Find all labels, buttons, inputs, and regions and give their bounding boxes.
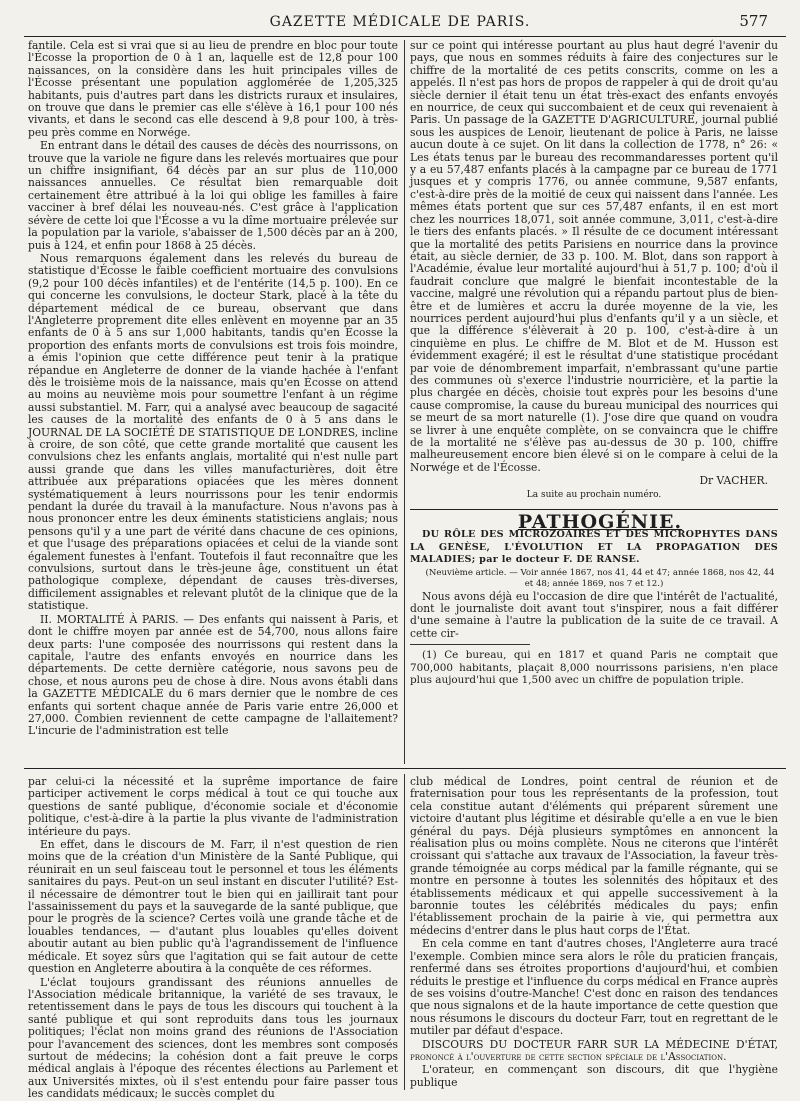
page-number: 577 [739, 12, 768, 30]
paragraph: En entrant dans le détail des causes de décès des nourrissons, on trouve que la variole ne figure dans les relevés mortuaires que pour un chiffre insignifiant, 64 décès par an sur plus de 110,000 naissances annuelles. Ce résultat bien remarquable doit certainement être attribué à la loi qui oblige les familles à faire vacciner à bref délai les nouveau-nés. C'est grâce à l'application sévère de cette loi que l'Écosse a vu la dîme mortuaire prélevée sur la population par la variole, s'abaisser de 1,500 décès par an à 200, puis à 124, et enfin pour 1868 à 25 décès. [28, 139, 398, 252]
column-divider [404, 774, 405, 1090]
section-rule [410, 509, 778, 510]
footnote: (1) Ce bureau, qui en 1817 et quand Paris ne comptait que 700,000 habitants, plaçait 8,000 nourrissons parisiens, n'en place plus aujourd'hui que 1,500 avec un chiffre de population triple. [410, 649, 778, 687]
footnote-rule [410, 644, 530, 645]
paragraph: Nous avons déjà eu l'occasion de dire que l'intérêt de l'actualité, dont le journaliste doit avant tout s'inspirer, nous a fait différer d'une semaine à l'autre la publication de la suite de ce travail. A cette cir- [410, 589, 778, 640]
author-signature: Dr VACHER. [699, 474, 768, 488]
paragraph: En cela comme en tant d'autres choses, l'Angleterre aura tracé l'exemple. Combien mince sera alors le rôle du praticien français, renfermé dans ses étroites proportions d'aujourd'hui, et combien réduits le prestige et l'influence du corps médical en France auprès de ses voisins d'outre-Manche! C'est donc en raison des tendances que nous signalons et de la haute importance de cette question que nous résumons le discours du docteur Farr, tout en regrettant de le mutiler par défaut d'espace. [410, 937, 778, 1038]
section-divider-rule [24, 768, 786, 769]
paragraph: sur ce point qui intéresse pourtant au plus haut degré l'avenir du pays, que nous en sommes réduits à faire des conjectures sur le chiffre de la mortalité de ces petits conscrits, comme on les a appelés. Il n'est pas hors de propos de rappeler à qui de droit qu'au siècle dernier il était tenu un état très-exact des enfants envoyés en nourrice, de ceux qui succombaient et de ceux qui revenaient à Paris. Un passage de la GAZETTE D'AGRICULTURE, journal publié sous les auspices de Lenoir, lieutenant de police à Paris, ne laisse aucun doute à ce sujet. On lit dans la collection de 1778, n° 26: « Les états tenus par le bureau des recommandaresses portent qu'il y a eu 57,487 enfants placés à la campagne par ce bureau de 1771 jusques et y compris 1776, ou année commune, 9,587 enfants, c'est-à-dire près de la moitié de ceux qui naissent dans l'année. Les mêmes états portent que sur ces 57,487 enfants, il en est mort chez les nourrices 18,071, soit année commune, 3,011, c'est-à-dire le tiers des enfants placés. » Il résulte de ce document intéressant que la mortalité des petits Parisiens en nourrice dans la province était, au siècle dernier, de 33 p. 100. M. Blot, dans son rapport à l'Académie, évalue leur mortalité aujourd'hui à 51,7 p. 100; d'où il faudrait conclure que malgré le bienfait incontestable de la vaccine, malgré une révolution qui a répandu partout plus de bien-être et de lumières et accru la durée moyenne de la vie, les nourrices perdent aujourd'hui plus d'enfants qu'il y a un siècle, et que la différence s'élèverait à 20 p. 100, c'est-à-dire à un cinquième en plus. Le chiffre de M. Blot et de M. Husson est évidemment exagéré; il est le résultat d'une statistique procédant par voie de dénombrement imparfait, n'embrassant qu'une partie des communes où s'exerce l'industrie nourricière, et la partie la plus chargée en décès, choisie tout exprès pour les besoins d'une cause compromise, la cause du bureau municipal des nourrices qui se meurt de sa mort naturelle (1). J'ose dire que quand on voudra se livrer à une enquête complète, on se convaincra que le chiffre de la mortalité ne s'élève pas au-dessus de 30 p. 100, chiffre malheureusement encore bien élevé si on le compare à celui de la Norwége et de l'Écosse. [410, 39, 778, 474]
paragraph: par celui-ci la nécessité et la suprême importance de faire participer activement le corps médical à tout ce qui touche aux questions de santé publique, d'économie sociale et d'économie politique, c'est-à-dire à la partie la plus vivante de l'administration intérieure du pays. [28, 775, 398, 838]
column-divider [404, 40, 405, 764]
paragraph: Nous remarquons également dans les relevés du bureau de statistique d'Écosse le faible coefficient mortuaire des convulsions (9,2 pour 100 décès infantiles) et de l'entérite (14,5 p. 100). En ce qui concerne les convulsions, le docteur Stark, placé à la tête du département médical de ce bureau, observant que dans l'Angleterre proprement dite elles enlèvent en moyenne par an 35 enfants de 0 à 5 ans sur 1,000 habitants, tandis qu'en Écosse la proportion des enfants morts de convulsions est trois fois moindre, a émis l'opinion que cette différence peut tenir à la pratique répandue en Angleterre de donner de la viande hachée à l'enfant dès le troisième mois de la naissance, mais qu'en Écosse on attend au moins au neuvième mois pour soumettre l'enfant à un régime aussi substantiel. M. Farr, qui a analysé avec beaucoup de sagacité les causes de la mortalité des enfants de 0 à 5 ans dans le JOURNAL DE LA SOCIÉTÉ DE STATISTIQUE DE LONDRES, incline à croire, de son côté, que cette grande mortalité que causent les convulsions chez les enfants anglais, mortalité qui n'est nulle part aussi grande que dans les villes manufacturières, doit être attribuée aux préparations opiacées que les mères donnent systématiquement à leurs nourrissons pour les tenir endormis pendant la durée du travail à la manufacture. Nous n'avons pas à nous prononcer entre les deux éminents statisticiens anglais; nous pensons qu'il y a une part de vérité dans chacune de ces opinions, et que l'usage des préparations opiacées et celui de la viande sont également funestes à l'enfant. Toutefois il faut reconnaître que les convulsions, surtout dans le très-jeune âge, constituent un état pathologique complexe, dépendant de causes très-diverses, difficilement assignables et relevant plutôt de la clinique que de la statistique. [28, 251, 398, 613]
header-rule [24, 36, 786, 37]
paragraph: En effet, dans le discours de M. Farr, il n'est question de rien moins que de la création d'un Ministère de la Santé Publique, qui réunirait en un seul faisceau tout le personnel et tous les éléments sanitaires du pays. Peut-on un seul instant en discuter l'utilité? Est-il nécessaire de démontrer tout le bien qui en jaillirait tant pour l'assainissement du pays et la sauvegarde de la santé publique, que pour le progrès de la science? Certes voilà une grande tâche et de louables tendances, — d'autant plus louables qu'elles doivent aboutir autant au bien public qu'à l'agrandissement de l'influence médicale. Et soyez sûrs que l'agitation qui se fait autour de cette question en Angleterre aboutira à la conquête de ces réformes. [28, 838, 398, 976]
continued-notice: La suite au prochain numéro. [526, 489, 662, 500]
article-note: (Neuvième article. — Voir année 1867, nos 41, 44 et 47; année 1868, nos 42, 44 et 48; année 1869, nos 7 et 12.) [425, 567, 775, 589]
lower-right-column [410, 776, 778, 1088]
section-subtitle: DU RÔLE DES MICROZOAIRES ET DES MICROPHYTES DANS LA GENÈSE, L'ÉVOLUTION ET LA PROPAGATION DES MALADIES; par le docteur F. DE RANSE. [410, 529, 778, 566]
paragraph: L'orateur, en commençant son discours, dit que l'hygiène publique [410, 1063, 778, 1089]
speech-heading: DISCOURS DU DOCTEUR FARR SUR LA MÉDECINE D'ÉTAT, prononcé à l'ouverture de cette section spéciale de l'Association. [410, 1037, 778, 1063]
lower-left-column [28, 775, 398, 1101]
page-header [0, 0, 800, 40]
journal-title: GAZETTE MÉDICALE DE PARIS. [269, 14, 531, 30]
paragraph: II. MORTALITÉ À PARIS. — Des enfants qui naissent à Paris, et dont le chiffre moyen par année est de 54,700, nous allons faire deux parts: l'une composée des nourrissons qui restent dans la capitale, l'autre des enfants envoyés en nourrice dans les départements. De cette dernière catégorie, nous savons peu de chose, et nous aurons peu de chose à dire. Nous avons établi dans la GAZETTE MÉDICALE du 6 mars dernier que le nombre de ces enfants qui sortent chaque année de Paris varie entre 26,000 et 27,000. Combien reviennent de cette campagne de l'allaitement? L'incurie de l'administration est telle [28, 612, 398, 738]
paragraph: fantile. Cela est si vrai que si au lieu de prendre en bloc pour toute l'Écosse la proportion de 0 à 1 an, laquelle est de 12,8 pour 100 naissances, on la considère dans les huit principales villes de l'Écosse présentant une population agglomérée de 1,205,325 habitants, puis d'autres part dans les districts ruraux et insulaires, on trouve que dans le premier cas elle s'élève à 16,1 pour 100 nés vivants, et dans le second cas elle descend à 9,8 pour 100, à très-peu près comme en Norwége. [28, 39, 398, 139]
section-title: PATHOGÉNIE. [517, 511, 683, 534]
upper-left-column [28, 40, 398, 762]
paragraph: club médical de Londres, point central de réunion et de fraternisation pour tous les représentants de la profession, tout cela constitue autant d'éléments qui préparent sûrement une victoire d'autant plus légitime et désirable qu'elle a en vue le bien général du pays. Déjà plusieurs symptômes en annoncent la réalisation plus ou moins complète. Nous ne citerons que l'intérêt croissant qui s'attache aux travaux de l'Association, la faveur très-grande témoignée au corps médical par la famille régnante, qui se montre en personne à toutes les solennités des hôpitaux et des établissements médicaux et qui appelle successivement à la baronnie toutes les célébrités médicales du pays; enfin l'établissement prochain de la pairie à vie, qui permettra aux médecins d'entrer dans le plus haut corps de l'État. [410, 775, 778, 937]
upper-right-column [410, 40, 778, 762]
paragraph: L'éclat toujours grandissant des réunions annuelles de l'Association médicale britannique, la variété de ses travaux, le retentissement dans le pays de tous les discours qui touchent à la santé publique et qui sont reproduits dans tous les journaux politiques; l'éclat non moins grand des réunions de l'Association pour l'avancement des sciences, dont les membres sont composés surtout de médecins; la cohésion dont a fait preuve le corps médical anglais à l'époque des récentes élections au Parlement et aux Universités mixtes, où il s'est entendu pour faire passer tous les candidats médicaux; le succès complet du [28, 975, 398, 1101]
